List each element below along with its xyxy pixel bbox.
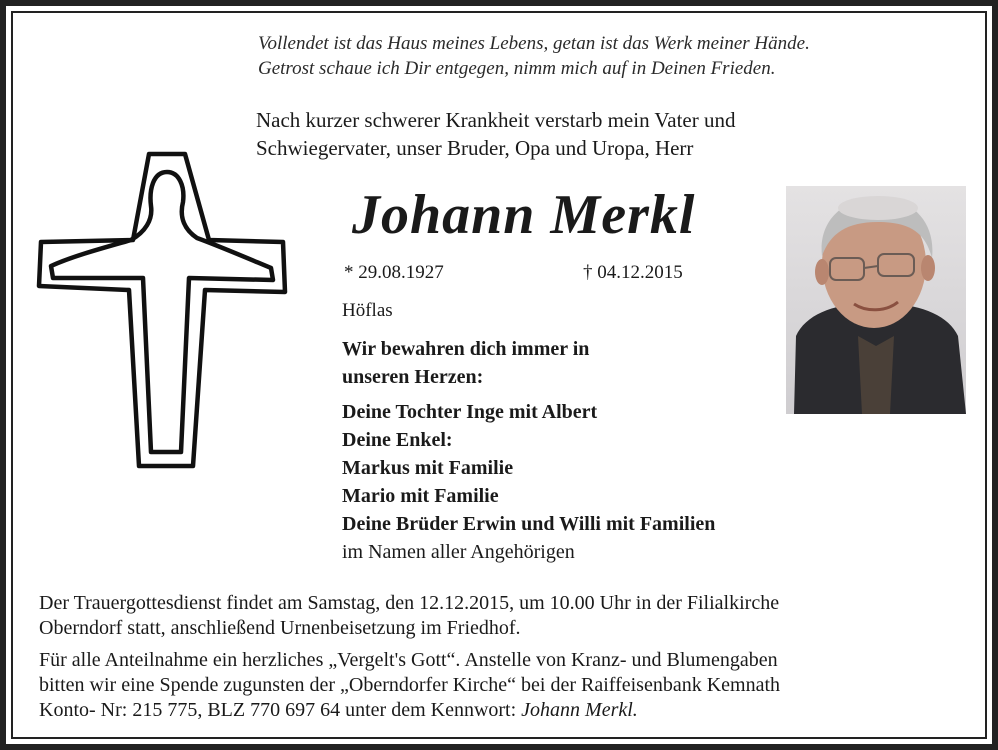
mourner-line: Markus mit Familie: [342, 457, 514, 479]
memory-line-2: unseren Herzen:: [342, 366, 484, 388]
portrait-photo: [786, 186, 966, 414]
service-line-5: [39, 698, 638, 723]
mourner-line: Deine Brüder Erwin und Willi mit Familien: [342, 513, 716, 535]
service-line-2: Oberndorf statt, anschließend Urnenbeisetzung im Friedhof.: [39, 617, 521, 639]
service-line-1: Der Trauergottesdienst findet am Samstag, den 12.12.2015, um 10.00 Uhr in der Filialkirche: [39, 592, 780, 614]
mourner-line: Deine Tochter Inge mit Albert: [342, 401, 598, 423]
deceased-name: Johann Merkl: [352, 184, 696, 246]
quote-line-1: Vollendet ist das Haus meines Lebens, getan ist das Werk meiner Hände.: [258, 33, 810, 54]
memory-line-1: Wir bewahren dich immer in: [342, 338, 590, 360]
mourner-line: Deine Enkel:: [342, 429, 453, 451]
death-date: † 04.12.2015: [583, 262, 683, 283]
quote-line-2: Getrost schaue ich Dir entgegen, nimm mich auf in Deinen Frieden.: [258, 58, 776, 79]
mourner-line: Mario mit Familie: [342, 485, 499, 507]
intro-line-2: Schwiegervater, unser Bruder, Opa und Uropa, Herr: [256, 136, 694, 160]
service-line-3: Für alle Anteilnahme ein herzliches „Vergelt's Gott“. Anstelle von Kranz- und Blumengaben: [39, 649, 778, 671]
account-info: Konto- Nr: 215 775, BLZ 770 697 64 unter dem Kennwort:: [39, 699, 522, 721]
service-line-4: bitten wir eine Spende zugunsten der „Oberndorfer Kirche“ bei der Raiffeisenbank Kemnath: [39, 674, 781, 696]
cross-icon: [33, 150, 289, 472]
birth-date: * 29.08.1927: [344, 262, 444, 283]
hometown: Höflas: [342, 300, 393, 321]
intro-line-1: Nach kurzer schwerer Krankheit verstarb mein Vater und: [256, 108, 736, 132]
on-behalf-line: im Namen aller Angehörigen: [342, 541, 575, 563]
account-keyword: Johann Merkl.: [521, 699, 638, 721]
